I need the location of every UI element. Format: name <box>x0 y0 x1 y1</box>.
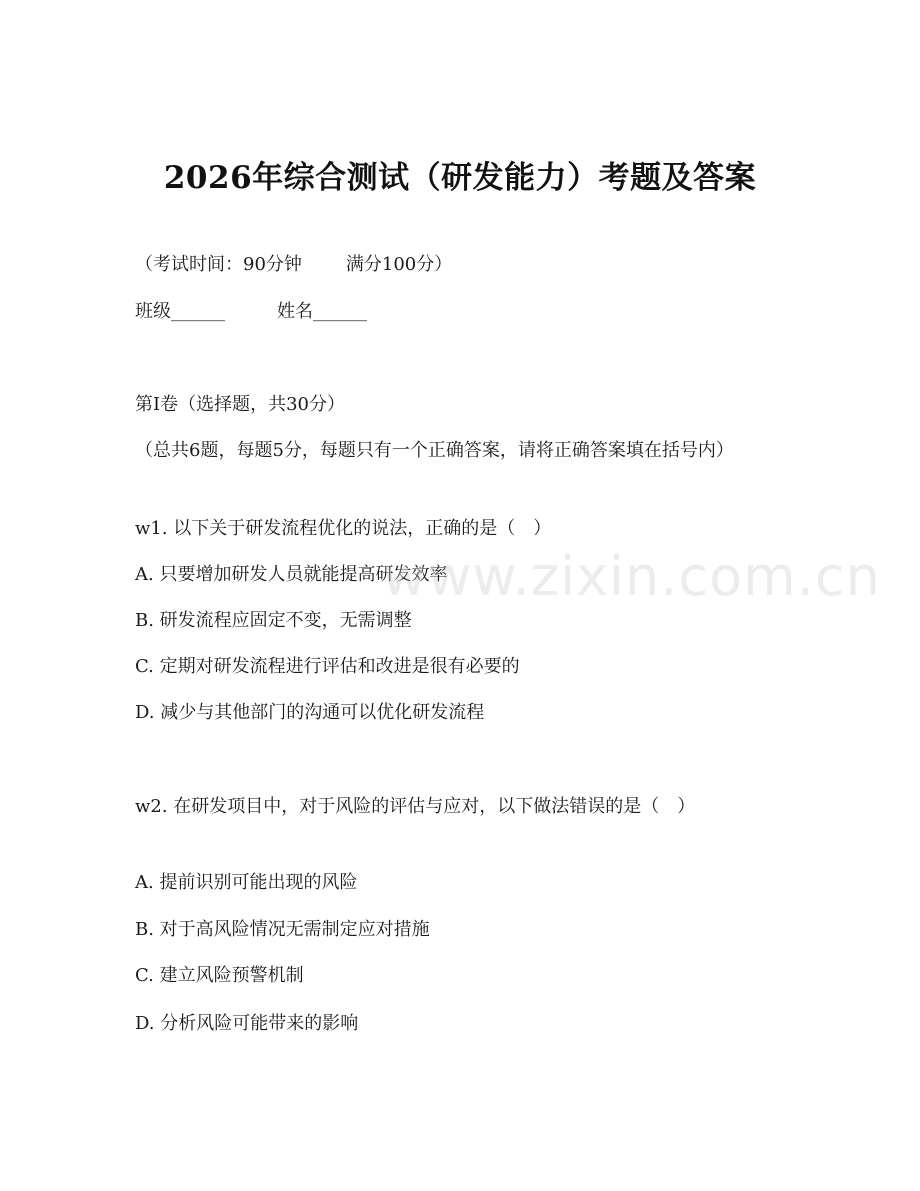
page-title: 2026年综合测试（研发能力）考题及答案 <box>163 160 757 196</box>
question-1-option-c: C. 定期对研发流程进行评估和改进是很有必要的 <box>135 656 520 677</box>
question-1-option-d: D. 减少与其他部门的沟通可以优化研发流程 <box>135 702 485 723</box>
question-2-option-d: D. 分析风险可能带来的影响 <box>135 1013 359 1034</box>
question-2-option-c: C. 建立风险预警机制 <box>135 965 304 986</box>
exam-info <box>135 250 452 280</box>
question-1-option-b: B. 研发流程应固定不变，无需调整 <box>135 610 412 631</box>
watermark: www.zixin.com.cn <box>382 545 881 608</box>
exam-score: 满分100分） <box>345 254 453 275</box>
question-2-stem: w2. 在研发项目中，对于风险的评估与应对，以下做法错误的是（ ） <box>135 796 696 817</box>
section-heading: 第I卷（选择题，共30分） <box>135 394 346 415</box>
question-2-option-b: B. 对于高风险情况无需制定应对措施 <box>135 919 430 940</box>
student-info <box>135 297 367 327</box>
class-field: 班级______ <box>135 301 225 322</box>
question-1-option-a: A. 只要增加研发人员就能提高研发效率 <box>135 564 448 585</box>
question-1-stem: w1. 以下关于研发流程优化的说法，正确的是（ ） <box>135 518 552 539</box>
name-field: 姓名______ <box>277 301 367 322</box>
exam-time: （考试时间：90分钟 <box>135 254 302 275</box>
question-2-option-a: A. 提前识别可能出现的风险 <box>135 872 358 893</box>
section-instructions: （总共6题，每题5分，每题只有一个正确答案，请将正确答案填在括号内） <box>135 440 734 461</box>
